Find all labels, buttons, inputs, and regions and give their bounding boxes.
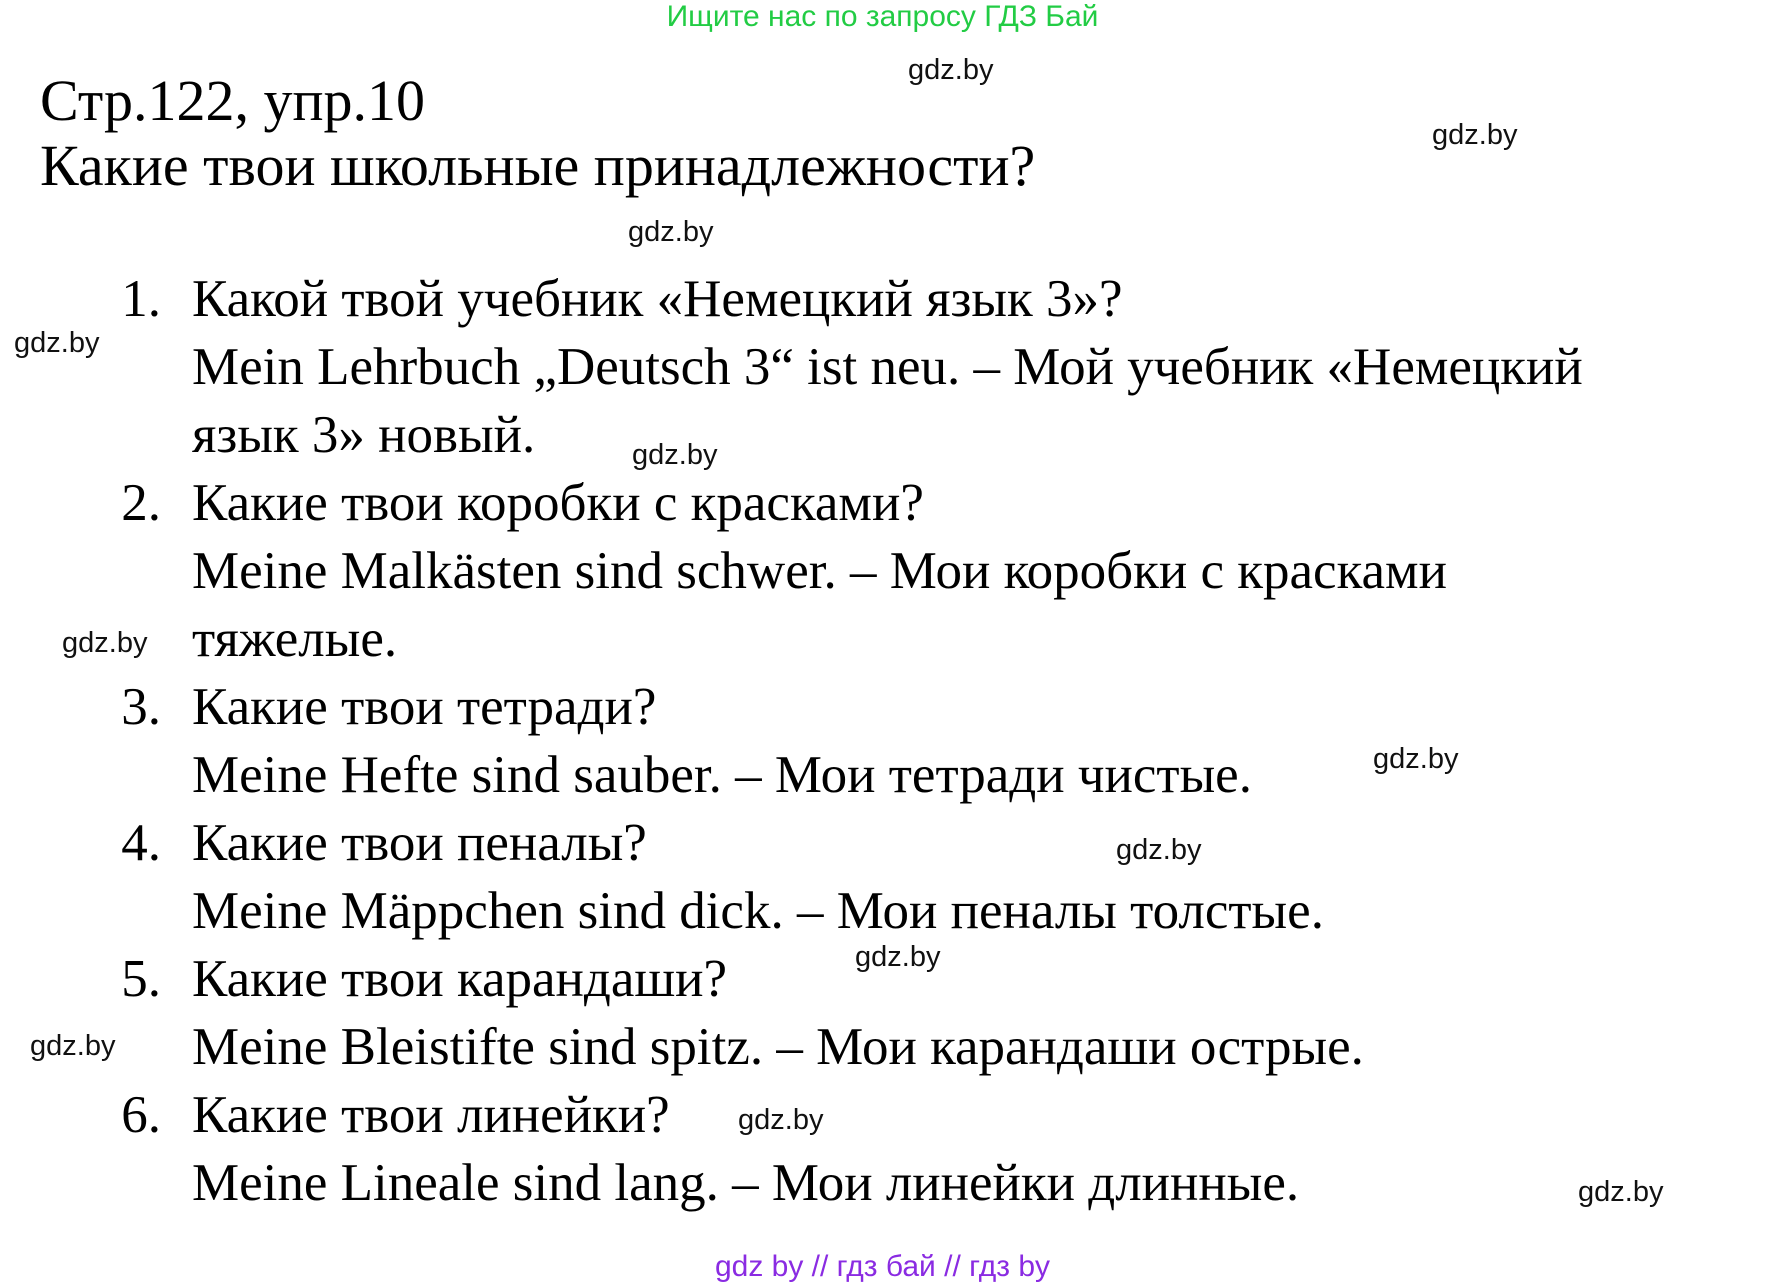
item-answer-continued: тяжелые.	[192, 610, 398, 668]
watermark: gdz.by	[14, 327, 100, 359]
watermark: gdz.by	[1432, 119, 1518, 151]
footer-links: gdz by // гдз бай // гдз by	[714, 1250, 1051, 1283]
item-question: Какой твой учебник «Немецкий язык 3»?	[192, 270, 1123, 328]
item-question: Какие твои тетради?	[192, 678, 657, 736]
watermark: gdz.by	[628, 216, 714, 248]
item-answer: Meine Bleistifte sind spitz. – Мои карандаши острые.	[192, 1018, 1364, 1076]
item-number: 6.	[121, 1086, 161, 1144]
item-answer: Meine Mäppchen sind dick. – Мои пеналы толстые.	[192, 882, 1324, 940]
watermark: gdz.by	[738, 1104, 824, 1136]
watermark: gdz.by	[1373, 743, 1459, 775]
item-number: 2.	[121, 474, 161, 532]
watermark: gdz.by	[1116, 834, 1202, 866]
item-number: 5.	[121, 950, 161, 1008]
item-question: Какие твои линейки?	[192, 1086, 670, 1144]
item-answer-continued: язык 3» новый.	[192, 406, 536, 464]
page-reference: Стр.122, упр.10	[40, 68, 426, 133]
top-banner: Ищите нас по запросу ГДЗ Бай	[666, 0, 1099, 33]
item-number: 4.	[121, 814, 161, 872]
watermark: gdz.by	[908, 54, 994, 86]
watermark: gdz.by	[855, 941, 941, 973]
watermark: gdz.by	[1578, 1176, 1664, 1208]
watermark: gdz.by	[62, 627, 148, 659]
watermark: gdz.by	[632, 439, 718, 471]
item-answer: Meine Lineale sind lang. – Мои линейки длинные.	[192, 1154, 1300, 1212]
item-number: 3.	[121, 678, 161, 736]
item-answer: Meine Malkästen sind schwer. – Мои коробки с красками	[192, 542, 1447, 600]
item-question: Какие твои карандаши?	[192, 950, 728, 1008]
item-question: Какие твои коробки с красками?	[192, 474, 924, 532]
item-answer: Mein Lehrbuch „Deutsch 3“ ist neu. – Мой учебник «Немецкий	[192, 338, 1583, 396]
page-title: Какие твои школьные принадлежности?	[40, 133, 1036, 198]
item-answer: Meine Hefte sind sauber. – Мои тетради чистые.	[192, 746, 1252, 804]
watermark: gdz.by	[30, 1030, 116, 1062]
item-number: 1.	[121, 270, 161, 328]
item-question: Какие твои пеналы?	[192, 814, 647, 872]
